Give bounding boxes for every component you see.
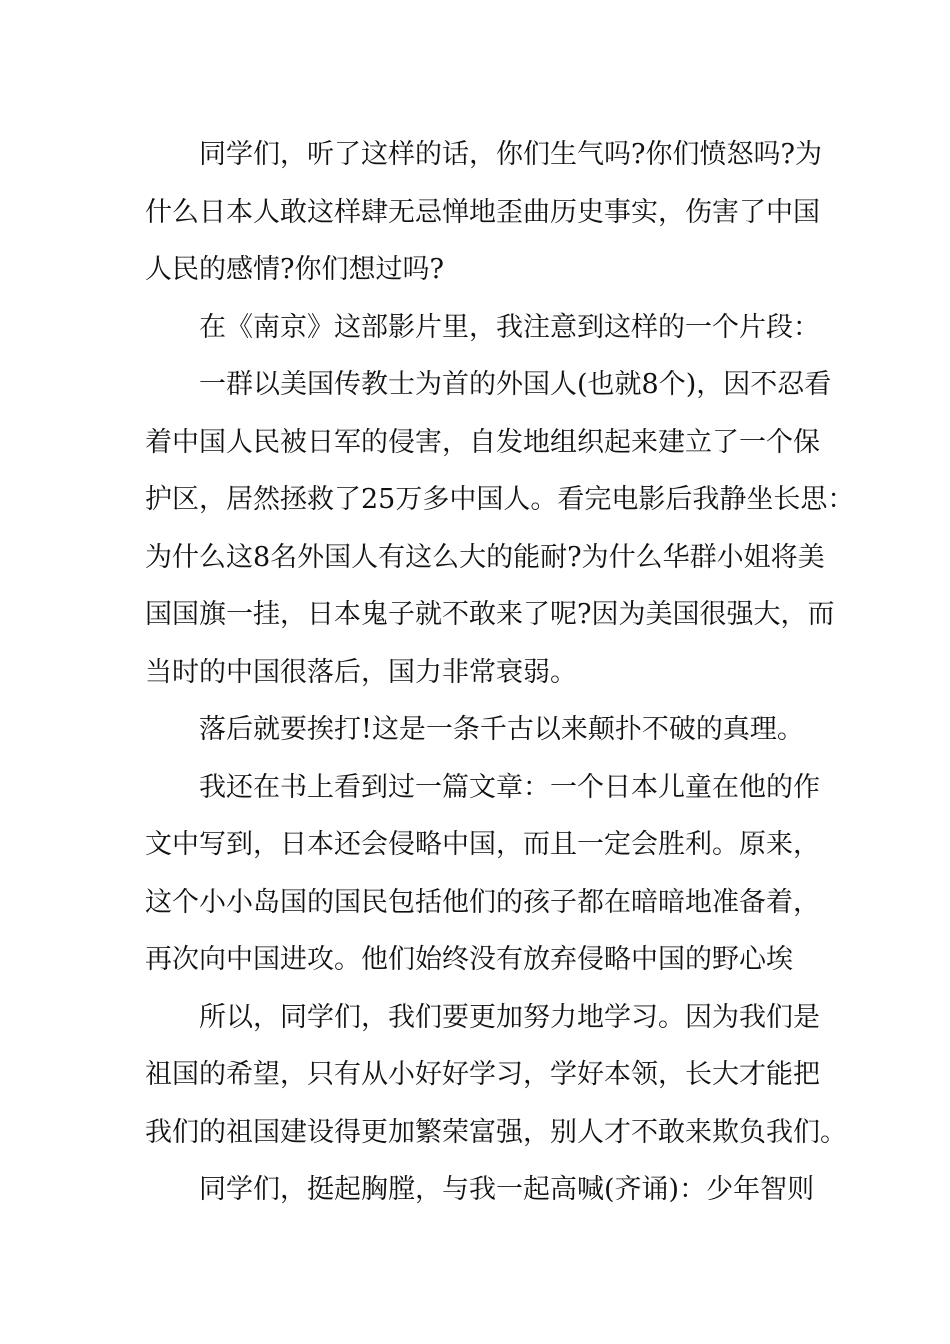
text-line: 什么日本人敢这样肆无忌惮地歪曲历史事实，伤害了中国	[145, 196, 820, 228]
text-line: 着中国人民被日军的侵害，自发地组织起来建立了一个保	[145, 426, 820, 458]
text-line: 为什么这8名外国人有这么大的能耐?为什么华群小姐将美	[145, 541, 825, 573]
text-line: 文中写到，日本还会侵略中国，而且一定会胜利。原来，	[145, 829, 820, 860]
text-line: 护区，居然拯救了25万多中国人。看完电影后我静坐长思：	[145, 484, 855, 515]
text-line: 再次向中国进攻。他们始终没有放弃侵略中国的野心埃	[145, 944, 793, 975]
text-line: 我们的祖国建设得更加繁荣富强，别人才不敢来欺负我们。	[145, 1116, 847, 1148]
text-line: 同学们，挺起胸膛，与我一起高喊(齐诵)：少年智则	[199, 1174, 815, 1205]
text-line: 落后就要挨打!这是一条千古以来颠扑不破的真理。	[199, 714, 804, 745]
text-line: 这个小小岛国的国民包括他们的孩子都在暗暗地准备着，	[145, 886, 820, 918]
text-line: 一群以美国传教士为首的外国人(也就8个)，因不忍看	[199, 369, 832, 400]
text-line: 同学们，听了这样的话，你们生气吗?你们愤怒吗?为	[199, 139, 822, 170]
body-text	[145, 126, 855, 1219]
text-line: 祖国的希望，只有从小好好学习，学好本领，长大才能把	[145, 1059, 820, 1090]
text-line: 所以，同学们，我们要更加努力地学习。因为我们是	[199, 1001, 820, 1033]
text-line: 人民的感情?你们想过吗?	[145, 254, 444, 285]
text-line: 我还在书上看到过一篇文章：一个日本儿童在他的作	[199, 771, 820, 803]
text-line: 在《南京》这部影片里，我注意到这样的一个片段：	[199, 311, 820, 343]
text-line: 国国旗一挂，日本鬼子就不敢来了呢?因为美国很强大，而	[145, 599, 835, 630]
text-line: 当时的中国很落后，国力非常衰弱。	[145, 656, 577, 688]
